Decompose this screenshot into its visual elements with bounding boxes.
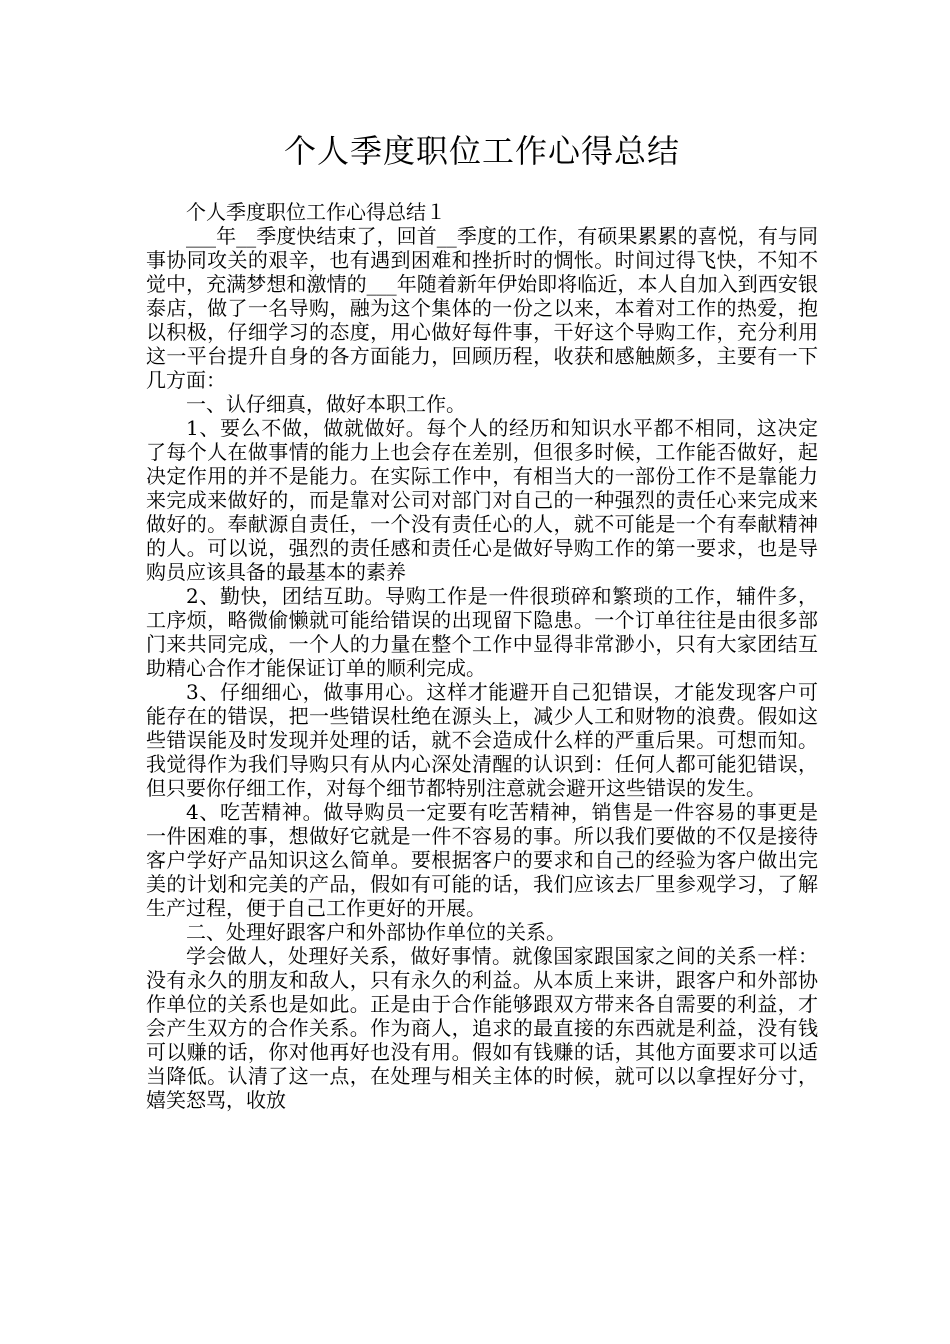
paragraph-item-1: 1、要么不做，做就做好。每个人的经历和知识水平都不相同，这决定了每个人在做事情的能力上也会存在差别，但很多时候，工作能否做好，起决定作用的并不是能力。在实际工作中，有相当大的一部份工作不是靠能力来完成来做好的，而是靠对公司对部门对自己的一种强烈的责任心来完成来做好的。奉献源自责任，一个没有责任心的人，就不可能是一个有奉献精神的人。可以说，强烈的责任感和责任心是做好导购工作的第一要求，也是导购员应该具备的最基本的素养 [146,416,818,584]
paragraph-item-4: 4、吃苦精神。做导购员一定要有吃苦精神，销售是一件容易的事更是一件困难的事，想做好它就是一件不容易的事。所以我们要做的不仅是接待客户学好产品知识这么简单。要根据客户的要求和自己的经验为客户做出完美的计划和完美的产品，假如有可能的话，我们应该去厂里参观学习，了解生产过程，便于自己工作更好的开展。 [146,800,818,920]
document-title: 个人季度职位工作心得总结 [283,132,680,170]
section-heading: 个人季度职位工作心得总结１ [186,200,446,224]
section-heading: 二、处理好跟客户和外部协作单位的关系。 [186,920,566,944]
document-body [146,200,818,1112]
section-heading: 一、认仔细真，做好本职工作。 [186,392,466,416]
paragraph-intro: ___年__季度快结束了，回首__季度的工作，有硕果累累的喜悦，有与同事协同攻关的艰辛，也有遇到困难和挫折时的惆怅。时间过得飞快，不知不觉中，充满梦想和激情的___年随着新年伊始即将临近，本人自加入到西安银泰店，做了一名导购，融为这个集体的一份之以来，本着对工作的热爱，抱以积极，仔细学习的态度，用心做好每件事，干好这个导购工作，充分利用这一平台提升自身的各方面能力，回顾历程，收获和感触颇多，主要有一下几方面： [146,224,818,392]
paragraph-relations: 学会做人，处理好关系，做好事情。就像国家跟国家之间的关系一样：没有永久的朋友和敌人，只有永久的利益。从本质上来讲，跟客户和外部协作单位的关系也是如此。正是由于合作能够跟双方带来各自需要的利益，才会产生双方的合作关系。作为商人，追求的最直接的东西就是利益，没有钱可以赚的话，你对他再好也没有用。假如有钱赚的话，其他方面要求可以适当降低。认清了这一点，在处理与相关主体的时候，就可以以拿捏好分寸，嬉笑怒骂，收放 [146,944,818,1112]
paragraph-item-2: 2、勤快，团结互助。导购工作是一件很琐碎和繁琐的工作，辅件多，工序烦，略微偷懒就可能给错误的出现留下隐患。一个订单往往是由很多部门来共同完成，一个人的力量在整个工作中显得非常渺小，只有大家团结互助精心合作才能保证订单的顺利完成。 [146,584,818,680]
paragraph-item-3: 3、仔细细心，做事用心。这样才能避开自己犯错误，才能发现客户可能存在的错误，把一些错误杜绝在源头上，减少人工和财物的浪费。假如这些错误能及时发现并处理的话，就不会造成什么样的严重后果。可想而知。我觉得作为我们导购只有从内心深处清醒的认识到：任何人都可能犯错误，但只要你仔细工作，对每个细节都特别注意就会避开这些错误的发生。 [146,680,818,800]
